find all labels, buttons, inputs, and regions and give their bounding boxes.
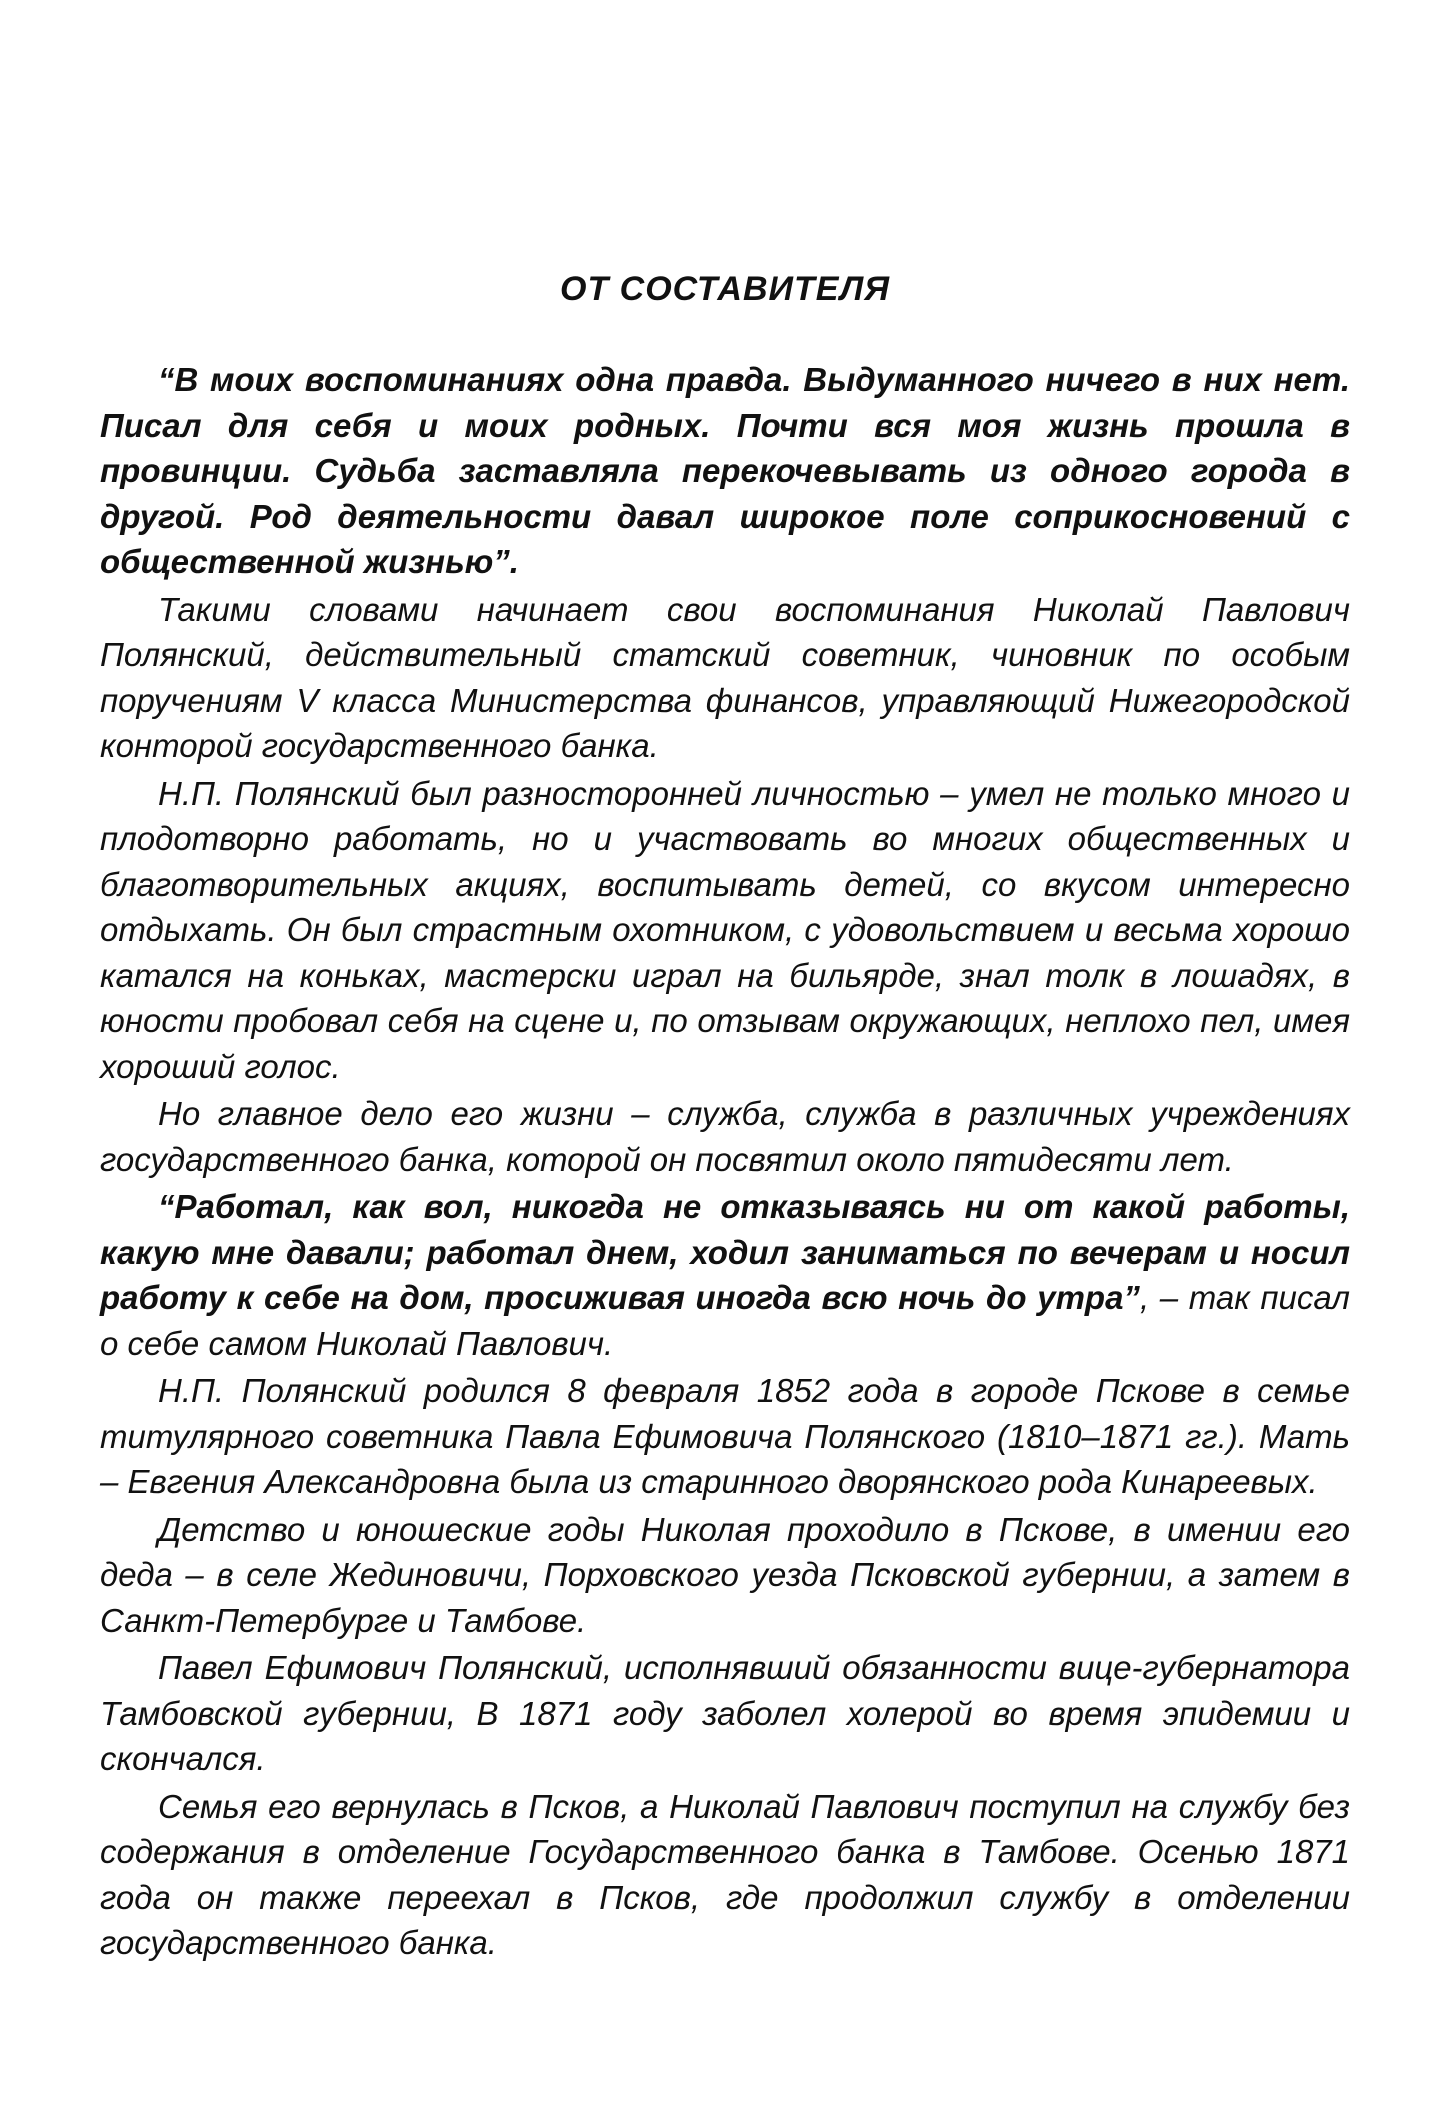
paragraph-text: Семья его вернулась в Псков, а Николай Павлович поступил на службу без содержания в отделение Государственного банка в Тамбове. Осенью 1871 года он также переехал в Псков, где продолжил службу в отделении государственного банка.	[100, 1787, 1350, 1961]
page-body	[100, 270, 1350, 1968]
paragraph	[100, 1368, 1350, 1505]
paragraph	[100, 1091, 1350, 1182]
paragraph-text: , – так писал о себе самом Николай Павлович.	[100, 1279, 1351, 1362]
paragraph	[100, 357, 1350, 585]
paragraph-text: Детство и юношеские годы Николая проходило в Пскове, в имении его деда – в селе Жединовичи, Порховского уезда Псковской губернии, а затем в Санкт-Петербурге и Тамбове.	[100, 1510, 1350, 1639]
paragraph-text: Павел Ефимович Полянский, исполнявший обязанности вице-губернатора Тамбовской губернии, В 1871 году заболел холерой во время эпидемии и скончался.	[100, 1649, 1350, 1777]
paragraph-text: Такими словами начинает свои воспоминания Николай Павлович Полянский, действительный статский советник, чиновник по особым поручениям V класса Министерства финансов, управляющий Нижегородской конторой государственного банка.	[100, 590, 1350, 764]
page-title: ОТ СОСТАВИТЕЛЯ	[560, 270, 890, 308]
quote-text: “В моих воспоминаниях одна правда. Выдуманного ничего в них нет. Писал для себя и моих родных. Почти вся моя жизнь прошла в провинции. Судьба заставляла перекочевывать из одного города в другой. Род деятельности давал широкое поле соприкосновений с общественной жизнью”.	[100, 361, 1350, 580]
paragraph	[100, 1184, 1350, 1366]
paragraph	[100, 771, 1350, 1090]
paragraph	[100, 1784, 1350, 1966]
quote-text: “Работал, как вол, никогда не отказываясь ни от какой работы, какую мне давали; работал днем, ходил заниматься по вечерам и носил работу к себе на дом, просиживая иногда всю ночь до утра”	[100, 1188, 1350, 1316]
paragraph	[100, 1507, 1350, 1644]
paragraph-text: Н.П. Полянский родился 8 февраля 1852 года в городе Пскове в семье титулярного советника Павла Ефимовича Полянского (1810–1871 гг.). Мать – Евгения Александровна была из старинного дворянского рода Кинареевых.	[100, 1372, 1350, 1500]
paragraph-text: Н.П. Полянский был разносторонней личностью – умел не только много и плодотворно работать, но и участвовать во многих общественных и благотворительных акциях, воспитывать детей, со вкусом интересно отдыхать. Он был страстным охотником, с удовольствием и весьма хорошо катался на коньках, мастерски играл на бильярде, знал толк в лошадях, в юности пробовал себя на сцене и, по отзывам окружающих, неплохо пел, имея хороший голос.	[100, 774, 1350, 1085]
paragraph-text: Но главное дело его жизни – служба, служба в различных учреждениях государственного банка, которой он посвятил около пятидесяти лет.	[100, 1095, 1350, 1178]
paragraph	[100, 587, 1350, 769]
paragraph	[100, 1645, 1350, 1782]
